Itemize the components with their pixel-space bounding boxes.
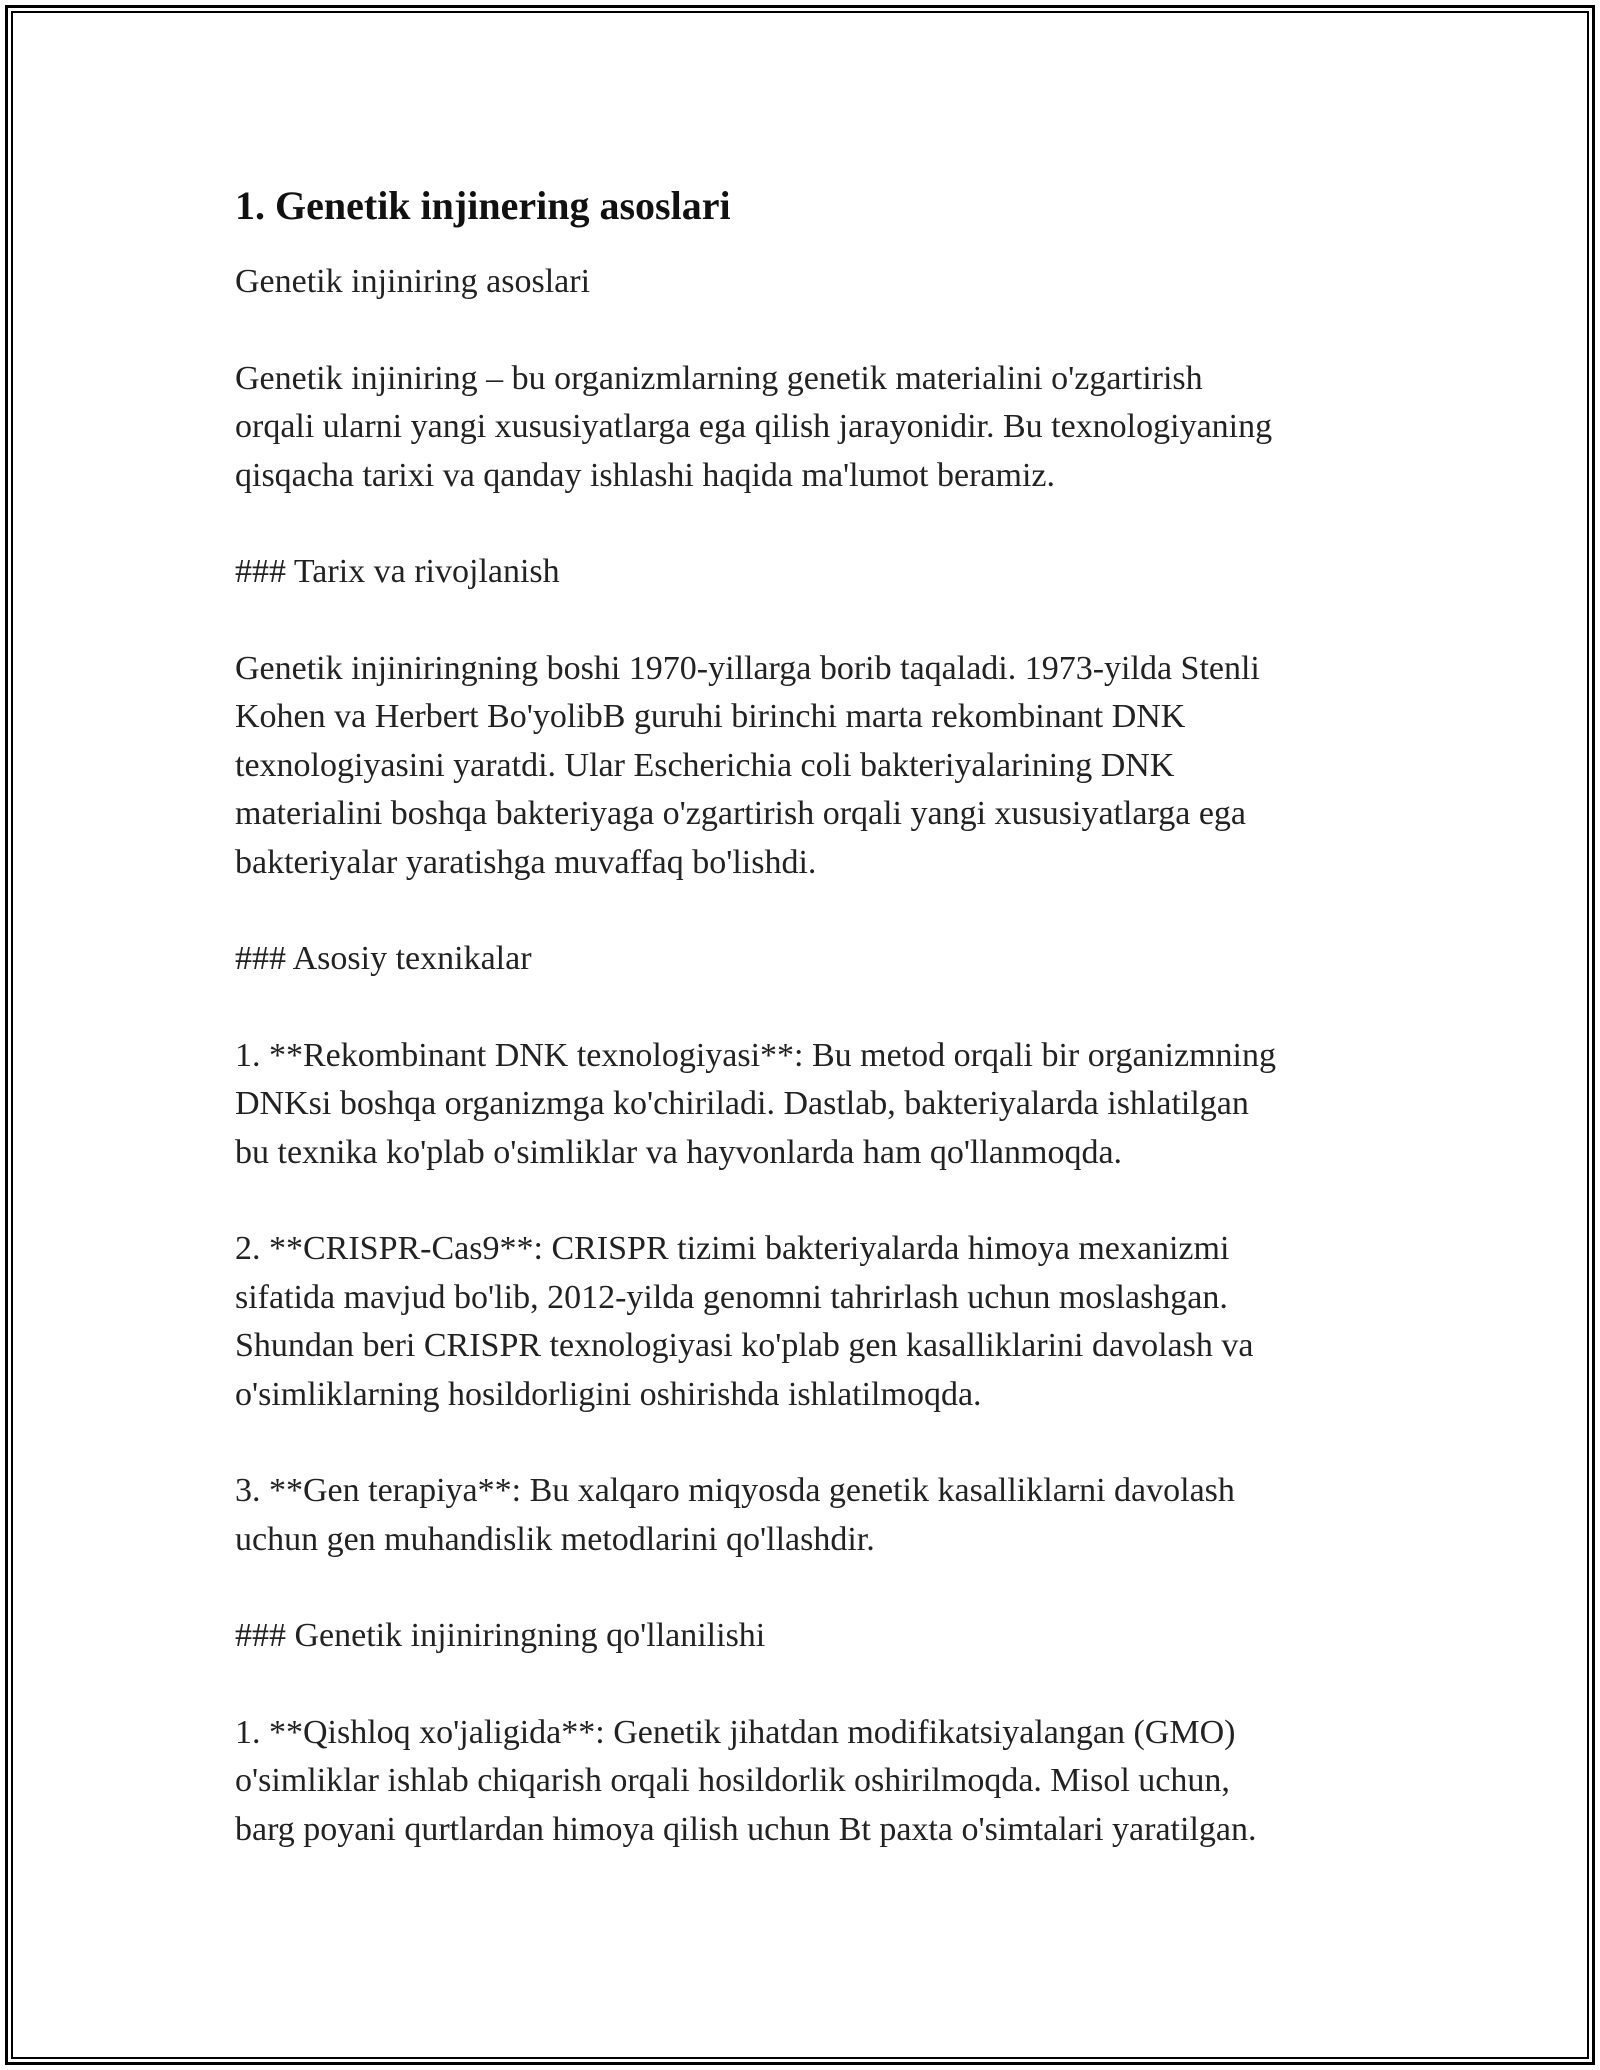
list-item-agriculture: 1. **Qishloq xo'jaligida**: Genetik jihatdan modifikatsiyalangan (GMO) o'simliklar ishlab chiqarish orqali hosildorlik oshirilmoqda. Misol uchun, barg poyani qurtlardan himoya qilish uchun Bt paxta o'simtalari yaratilgan. — [235, 1713, 1257, 1848]
paragraph-subtitle: Genetik injiniring asoslari — [235, 263, 591, 300]
section-heading-history: ### Tarix va rivojlanish — [235, 553, 560, 590]
document-body — [235, 180, 1365, 1902]
list-item-crispr: 2. **CRISPR-Cas9**: CRISPR tizimi bakteriyalarda himoya mexanizmi sifatida mavjud bo'lib, 2012-yilda genomni tahrirlash uchun moslashgan. Shundan beri CRISPR texnologiyasi ko'plab gen kasalliklarini davolash va o'simliklarning hosildorligini oshirishda ishlatilmoqda. — [235, 1230, 1254, 1413]
paragraph-history: Genetik injiniringning boshi 1970-yillarga borib taqaladi. 1973-yilda Stenli Kohen va Herbert Bo'yolibB guruhi birinchi marta rekombinant DNK texnologiyasini yaratdi. Ular Escherichia coli bakteriyalarining DNK materialini boshqa bakteriyaga o'zgartirish orqali yangi xususiyatlarga ega bakteriyalar yaratishga muvaffaq bo'lishdi. — [235, 649, 1260, 881]
document-title: 1. Genetik injinering asoslari — [235, 183, 731, 228]
paragraph-intro: Genetik injiniring – bu organizmlarning genetik materialini o'zgartirish orqali ularni yangi xususiyatlarga ega qilish jarayonidir. Bu texnologiyaning qisqacha tarixi va qanday ishlashi haqida ma'lumot beramiz. — [235, 359, 1273, 494]
section-heading-applications: ### Genetik injiniringning qo'llanilishi — [235, 1617, 766, 1654]
section-heading-techniques: ### Asosiy texnikalar — [235, 940, 532, 977]
list-item-gene-therapy: 3. **Gen terapiya**: Bu xalqaro miqyosda genetik kasalliklarni davolash uchun gen muhandislik metodlarini qo'llashdir. — [235, 1472, 1235, 1558]
list-item-recombinant-dna: 1. **Rekombinant DNK texnologiyasi**: Bu metod orqali bir organizmning DNKsi boshqa organizmga ko'chiriladi. Dastlab, bakteriyalarda ishlatilgan bu texnika ko'plab o'simliklar va hayvonlarda ham qo'llanmoqda. — [235, 1036, 1276, 1171]
